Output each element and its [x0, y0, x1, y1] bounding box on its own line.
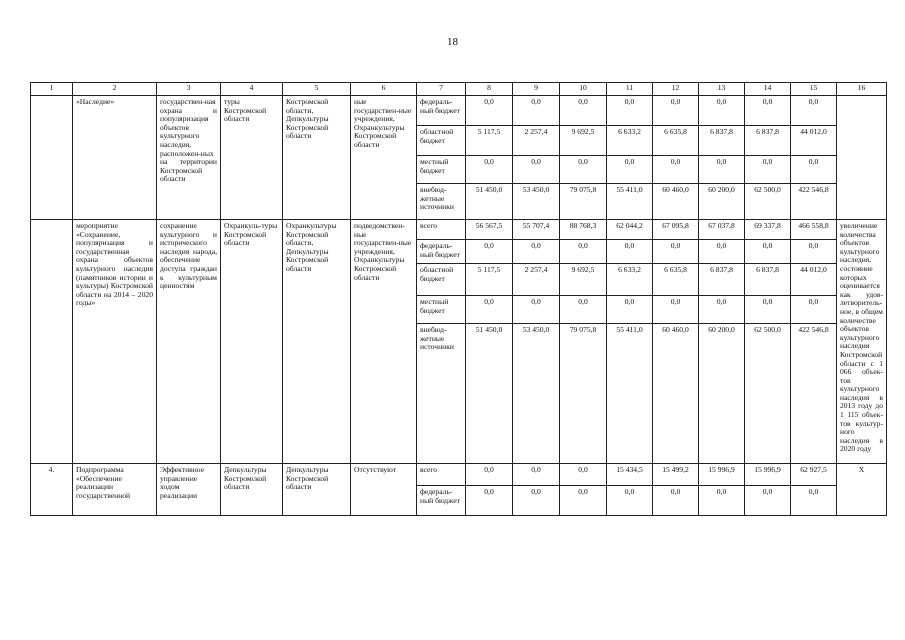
amount-cell: 6 635,8	[653, 264, 699, 296]
column-number: 12	[653, 83, 699, 96]
amount-cell: 5 117,5	[466, 126, 513, 156]
amount-cell: 9 692,5	[560, 264, 607, 296]
amount-cell: 0,0	[607, 156, 653, 184]
amount-cell: 67 095,8	[653, 220, 699, 240]
amount-cell: 51 450,0	[466, 324, 513, 464]
item-executors: подведомствен-ные государствен-ные учреждения, Охранкультуры Костромской области	[351, 220, 417, 464]
column-number: 13	[699, 83, 745, 96]
program-table	[30, 82, 887, 516]
amount-cell: 5 117,5	[466, 264, 513, 296]
amount-cell: 0,0	[791, 96, 837, 126]
amount-cell: 2 257,4	[513, 264, 560, 296]
table-body	[31, 83, 887, 516]
amount-cell: 6 837,8	[699, 264, 745, 296]
column-number: 11	[607, 83, 653, 96]
funding-source: федераль-ный бюджет	[417, 486, 466, 516]
amount-cell: 0,0	[560, 486, 607, 516]
amount-cell: 0,0	[607, 296, 653, 324]
amount-cell: 53 450,0	[513, 324, 560, 464]
column-number: 7	[417, 83, 466, 96]
amount-cell: 88 768,3	[560, 220, 607, 240]
amount-cell: 0,0	[607, 96, 653, 126]
amount-cell: 51 450,0	[466, 184, 513, 220]
column-number: 4	[221, 83, 283, 96]
amount-cell: 0,0	[607, 240, 653, 264]
amount-cell: 0,0	[745, 296, 791, 324]
item-responsible: Депкультуры Костромской области	[283, 464, 351, 516]
amount-cell: 62 927,5	[791, 464, 837, 486]
amount-cell: 0,0	[466, 96, 513, 126]
amount-cell: 0,0	[791, 240, 837, 264]
item-responsible: Охранкультуры Костромской области, Депкультуры Костромской области	[283, 220, 351, 464]
item-indicator: увеличение количества объектов культурного наследия, состояние которых оценивается как удов-летворитель-ное, в общем количестве объектов культурного наследия Костромской области с 1 066 объек-тов культурного наследия в 2013 году до 1 115 объек-тов культур-ного наследия в 2020 году	[837, 220, 887, 464]
amount-cell: 0,0	[466, 156, 513, 184]
amount-cell: 6 633,2	[607, 264, 653, 296]
table-row	[31, 464, 887, 486]
item-name: «Наследие»	[73, 96, 157, 220]
amount-cell: 0,0	[745, 156, 791, 184]
amount-cell: 55 707,4	[513, 220, 560, 240]
amount-cell: 60 460,0	[653, 324, 699, 464]
funding-source: местный бюджет	[417, 156, 466, 184]
column-number: 2	[73, 83, 157, 96]
amount-cell: 0,0	[513, 464, 560, 486]
amount-cell: 0,0	[791, 156, 837, 184]
amount-cell: 60 200,0	[699, 184, 745, 220]
amount-cell: 0,0	[466, 296, 513, 324]
column-number: 1	[31, 83, 73, 96]
amount-cell: 0,0	[653, 240, 699, 264]
item-agency: Охранкуль-туры Костромской области	[221, 220, 283, 464]
item-executors: Отсутствуют	[351, 464, 417, 516]
amount-cell: 0,0	[513, 296, 560, 324]
amount-cell: 6 837,8	[745, 126, 791, 156]
amount-cell: 55 411,0	[607, 184, 653, 220]
amount-cell: 44 012,0	[791, 126, 837, 156]
amount-cell: 0,0	[560, 464, 607, 486]
amount-cell: 55 411,0	[607, 324, 653, 464]
amount-cell: 0,0	[513, 96, 560, 126]
amount-cell: 422 546,8	[791, 324, 837, 464]
amount-cell: 2 257,4	[513, 126, 560, 156]
item-goal: государствен-ная охрана и популяризация объектов культурного наследия, расположен-ных на территории Костромской области	[157, 96, 221, 220]
amount-cell: 0,0	[791, 296, 837, 324]
amount-cell: 0,0	[560, 240, 607, 264]
item-executors: ные государствен-ные учреждения, Охранкультуры Костромской области	[351, 96, 417, 220]
amount-cell: 0,0	[791, 486, 837, 516]
amount-cell: 69 337,8	[745, 220, 791, 240]
item-responsible: Костромской области, Депкультуры Костромской области	[283, 96, 351, 220]
amount-cell: 0,0	[699, 486, 745, 516]
amount-cell: 6 837,8	[699, 126, 745, 156]
page-number: 18	[447, 36, 458, 48]
amount-cell: 0,0	[466, 486, 513, 516]
column-number: 14	[745, 83, 791, 96]
amount-cell: 6 837,8	[745, 264, 791, 296]
amount-cell: 0,0	[513, 156, 560, 184]
item-goal: Эффективное управление ходом реализации	[157, 464, 221, 516]
amount-cell: 67 037,8	[699, 220, 745, 240]
funding-source: областной бюджет	[417, 264, 466, 296]
amount-cell: 15 434,5	[607, 464, 653, 486]
amount-cell: 0,0	[699, 96, 745, 126]
item-name: Подпрограмма «Обеспечение реализации государственной	[73, 464, 157, 516]
amount-cell: 466 558,8	[791, 220, 837, 240]
column-number: 3	[157, 83, 221, 96]
table-row	[31, 96, 887, 126]
item-name: мероприятие «Сохранение, популяризация и государственная охрана объектов культурного наследия (памятников истории и культуры) Костромской области на 2014 – 2020 годы»	[73, 220, 157, 464]
amount-cell: 0,0	[745, 486, 791, 516]
amount-cell: 53 450,0	[513, 184, 560, 220]
amount-cell: 79 075,8	[560, 324, 607, 464]
amount-cell: 0,0	[699, 156, 745, 184]
amount-cell: 0,0	[653, 486, 699, 516]
amount-cell: 0,0	[699, 240, 745, 264]
amount-cell: 0,0	[745, 96, 791, 126]
funding-source: всего	[417, 220, 466, 240]
amount-cell: 0,0	[513, 486, 560, 516]
amount-cell: 62 500,0	[745, 184, 791, 220]
funding-source: внебюд-жетные источники	[417, 324, 466, 464]
amount-cell: 6 635,8	[653, 126, 699, 156]
column-number: 10	[560, 83, 607, 96]
amount-cell: 0,0	[653, 96, 699, 126]
amount-cell: 0,0	[466, 240, 513, 264]
amount-cell: 0,0	[745, 240, 791, 264]
amount-cell: 62 500,0	[745, 324, 791, 464]
funding-source: федераль-ный бюджет	[417, 240, 466, 264]
item-number	[31, 220, 73, 464]
item-goal: сохранение культурного и исторического наследия народа, обеспечение доступа граждан к культурным ценностям	[157, 220, 221, 464]
item-number	[31, 96, 73, 220]
amount-cell: 0,0	[699, 296, 745, 324]
column-number: 6	[351, 83, 417, 96]
table-row	[31, 220, 887, 240]
item-agency: Депкультуры Костромской области	[221, 464, 283, 516]
amount-cell: 0,0	[560, 296, 607, 324]
funding-source: областной бюджет	[417, 126, 466, 156]
amount-cell: 9 692,5	[560, 126, 607, 156]
item-number: 4.	[31, 464, 73, 516]
amount-cell: 15 996,9	[745, 464, 791, 486]
amount-cell: 15 499,2	[653, 464, 699, 486]
funding-source: местный бюджет	[417, 296, 466, 324]
item-indicator	[837, 96, 887, 220]
funding-source: внебюд-жетные источники	[417, 184, 466, 220]
amount-cell: 62 044,2	[607, 220, 653, 240]
amount-cell: 56 567,5	[466, 220, 513, 240]
amount-cell: 44 012,0	[791, 264, 837, 296]
amount-cell: 15 996,9	[699, 464, 745, 486]
funding-source: всего	[417, 464, 466, 486]
amount-cell: 60 460,0	[653, 184, 699, 220]
amount-cell: 6 633,2	[607, 126, 653, 156]
column-number: 15	[791, 83, 837, 96]
amount-cell: 0,0	[560, 96, 607, 126]
amount-cell: 0,0	[560, 156, 607, 184]
funding-source: федераль-ный бюджет	[417, 96, 466, 126]
item-indicator: X	[837, 464, 887, 516]
amount-cell: 0,0	[653, 156, 699, 184]
amount-cell: 0,0	[607, 486, 653, 516]
item-agency: туры Костромской области	[221, 96, 283, 220]
amount-cell: 0,0	[653, 296, 699, 324]
column-number: 5	[283, 83, 351, 96]
amount-cell: 0,0	[513, 240, 560, 264]
column-number: 16	[837, 83, 887, 96]
column-number: 9	[513, 83, 560, 96]
column-number-row	[31, 83, 887, 96]
amount-cell: 422 546,8	[791, 184, 837, 220]
amount-cell: 0,0	[466, 464, 513, 486]
amount-cell: 60 200,0	[699, 324, 745, 464]
amount-cell: 79 075,8	[560, 184, 607, 220]
column-number: 8	[466, 83, 513, 96]
